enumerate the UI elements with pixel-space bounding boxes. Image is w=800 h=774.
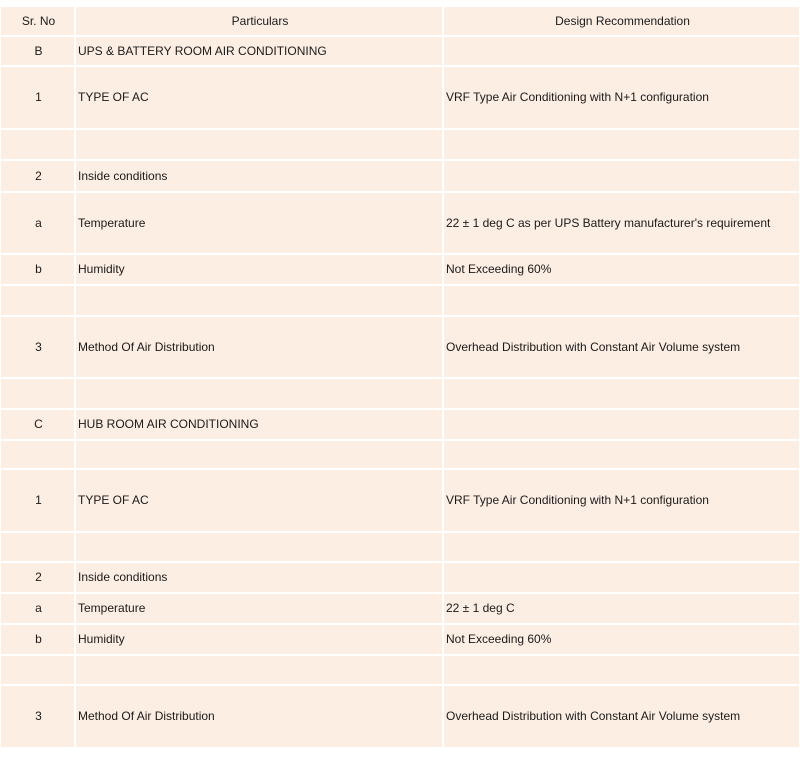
table-row [1,594,799,623]
sr-cell [1,533,74,561]
sr-cell: 1 [1,470,74,531]
particulars-cell: UPS & BATTERY ROOM AIR CONDITIONING [76,37,442,65]
sr-cell: a [1,594,74,623]
particulars-cell [76,130,442,159]
recommendation-cell [444,656,799,684]
sr-cell [1,379,74,408]
table-row [1,533,799,561]
table-row [1,656,799,684]
recommendation-cell: Overhead Distribution with Constant Air Volume system [444,317,799,377]
recommendation-cell [444,379,799,408]
particulars-cell [76,379,442,408]
recommendation-cell [444,441,799,468]
table-row [1,470,799,531]
recommendation-cell [444,286,799,315]
sr-cell [1,130,74,159]
particulars-cell: TYPE OF AC [76,470,442,531]
recommendation-cell [444,563,799,592]
particulars-cell [76,286,442,315]
table-row [1,161,799,191]
header-row [1,7,799,35]
table-row [1,193,799,253]
particulars-cell: Method Of Air Distribution [76,686,442,747]
particulars-cell: Method Of Air Distribution [76,317,442,377]
spec-sheet [0,5,800,774]
sr-cell: 2 [1,161,74,191]
sr-cell: B [1,37,74,65]
table-row [1,67,799,128]
recommendation-cell: VRF Type Air Conditioning with N+1 configuration [444,67,799,128]
table-row [1,563,799,592]
particulars-cell: Humidity [76,625,442,654]
sr-cell [1,286,74,315]
header-design-recommendation: Design Recommendation [444,7,799,35]
table-row [1,410,799,439]
recommendation-cell [444,37,799,65]
sr-cell: 3 [1,686,74,747]
recommendation-cell: Not Exceeding 60% [444,625,799,654]
particulars-cell [76,533,442,561]
table-row [1,379,799,408]
particulars-cell: Inside conditions [76,563,442,592]
table-row [1,625,799,654]
recommendation-cell [444,161,799,191]
particulars-cell: Inside conditions [76,161,442,191]
particulars-cell: Temperature [76,594,442,623]
particulars-cell: TYPE OF AC [76,67,442,128]
table-row [1,286,799,315]
recommendation-cell: Not Exceeding 60% [444,255,799,284]
header-sr-no: Sr. No [1,7,74,35]
sr-cell [1,656,74,684]
sr-cell: a [1,193,74,253]
particulars-cell [76,656,442,684]
recommendation-cell: Overhead Distribution with Constant Air Volume system [444,686,799,747]
table-row [1,317,799,377]
recommendation-cell [444,130,799,159]
sr-cell: b [1,255,74,284]
sr-cell: b [1,625,74,654]
sr-cell: 2 [1,563,74,592]
recommendation-cell: 22 ± 1 deg C as per UPS Battery manufacturer's requirement [444,193,799,253]
particulars-cell: Temperature [76,193,442,253]
table-row [1,130,799,159]
sr-cell [1,441,74,468]
header-particulars: Particulars [76,7,442,35]
recommendation-cell [444,533,799,561]
recommendation-cell: 22 ± 1 deg C [444,594,799,623]
design-recommendation-table [0,5,800,749]
table-row [1,441,799,468]
table-row [1,37,799,65]
recommendation-cell [444,410,799,439]
particulars-cell [76,441,442,468]
sr-cell: 3 [1,317,74,377]
sr-cell: C [1,410,74,439]
sr-cell: 1 [1,67,74,128]
particulars-cell: Humidity [76,255,442,284]
recommendation-cell: VRF Type Air Conditioning with N+1 configuration [444,470,799,531]
particulars-cell: HUB ROOM AIR CONDITIONING [76,410,442,439]
table-row [1,686,799,747]
table-row [1,255,799,284]
